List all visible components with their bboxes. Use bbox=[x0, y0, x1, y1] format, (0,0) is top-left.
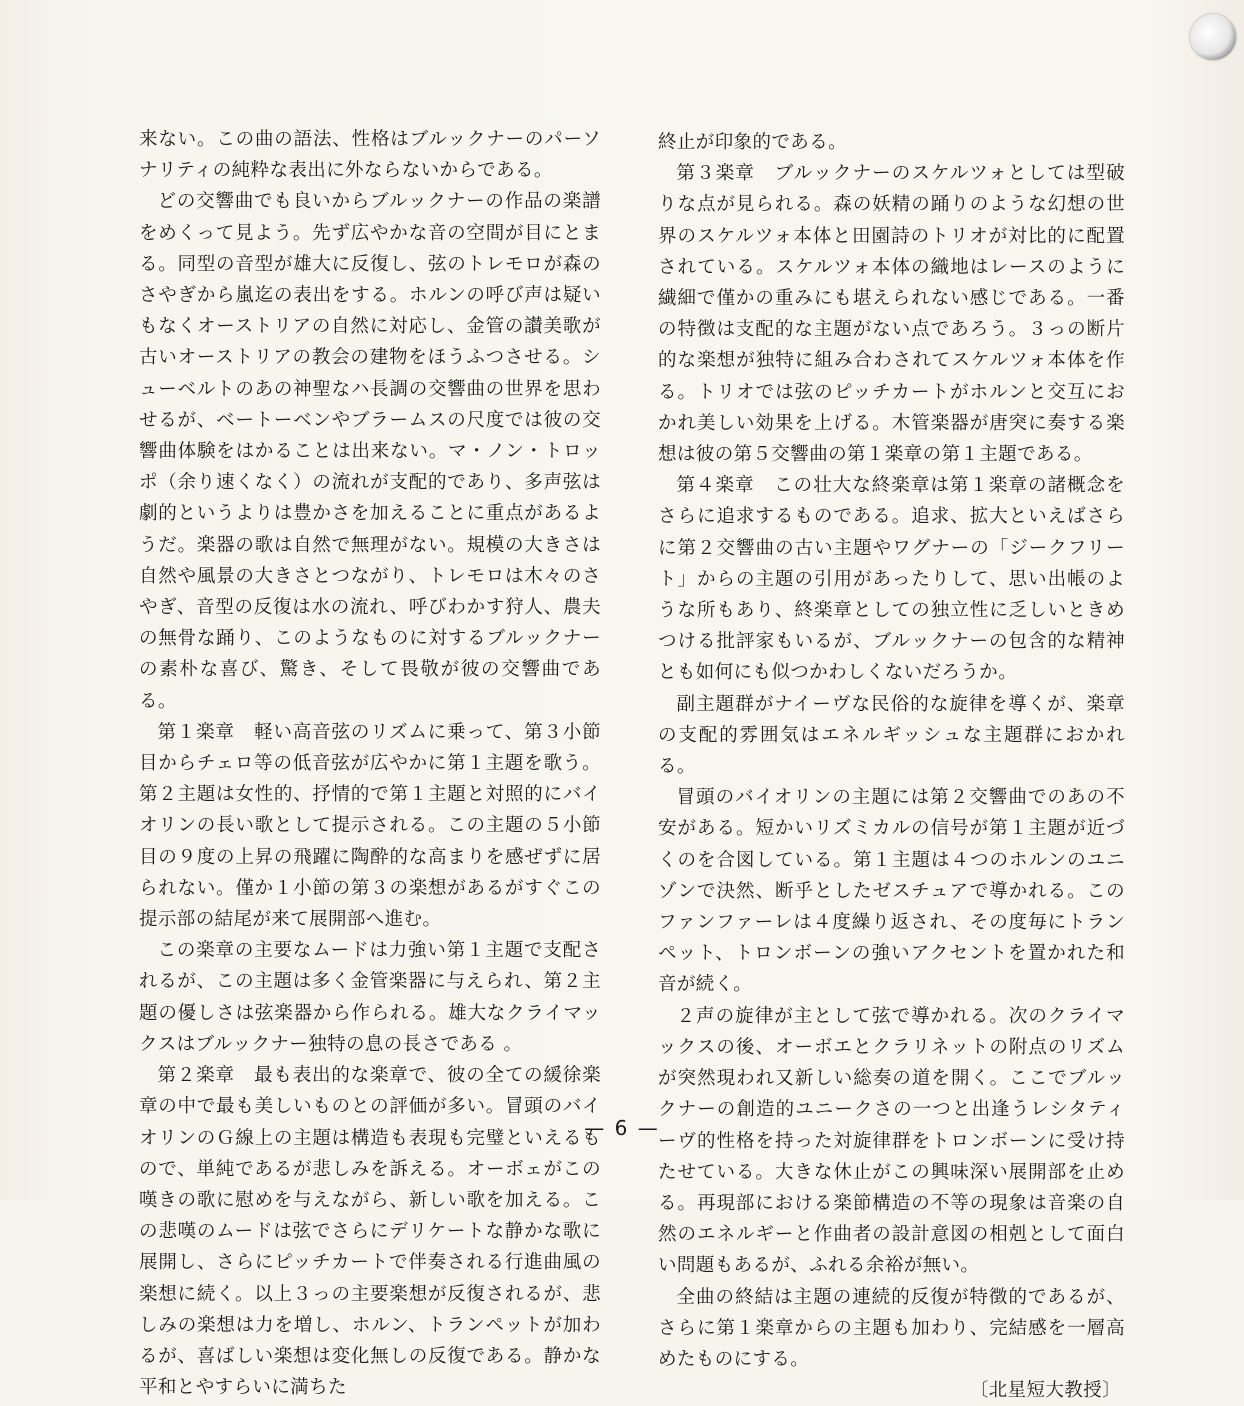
binding-hole bbox=[1190, 14, 1236, 60]
left-column bbox=[139, 124, 601, 1403]
paragraph: 副主題群がナイーヴな民俗的な旋律を導くが、楽章の支配的雰囲気はエネルギッシュな主題群におかれる。 bbox=[658, 693, 1125, 778]
paragraph: 第４楽章 この壮大な終楽章は第１楽章の諸概念をさらに追求するものである。追求、拡大といえばさらに第２交響曲の古い主題やワグナーの「ジークフリート」からの主題の引用があったりして、思い出帳のような所もあり、終楽章としての独立性に乏しいときめつける批評家もいるが、ブルックナーの包含的な精神とも如何にも似つかわしくないだろうか。 bbox=[658, 475, 1125, 684]
paragraph: どの交響曲でも良いからブルックナーの作品の楽譜をめくって見よう。先ず広やかな音の空間が目にとまる。同型の音型が雄大に反復し、弦のトレモロが森のさやぎから嵐迄の表出をする。ホルンの呼び声は疑いもなくオーストリアの自然に対応し、金管の讃美歌が古いオーストリアの教会の建物をほうふつさせる。シューベルトのあの神聖なハ長調の交響曲の世界を思わせるが、ベートーベンやブラームスの尺度では彼の交響曲体験をはかることは出来ない。マ・ノン・トロッポ（余り速くなく）の流れが支配的であり、多声弦は劇的というよりは豊かさを加えることに重点があるようだ。楽器の歌は自然で無理がない。規模の大きさは自然や風景の大きさとつながり、トレモロは木々のさやぎ、音型の反復は水の流れ、呼びわかす狩人、農夫の無骨な踊り、このようなものに対するブルックナーの素朴な喜び、驚き、そして畏敬が彼の交響曲である。 bbox=[139, 191, 601, 712]
paragraph: 冒頭のバイオリンの主題には第２交響曲でのあの不安がある。短かいリズミカルの信号が第１主題が近づくのを合図している。第１主題は４つのホルンのユニゾンで決然、断乎としたゼスチュアで導かれる。このファンファーレは４度繰り返され、その度毎にトランペット、トロンボーンの強いアクセントを置かれた和音が続く。 bbox=[658, 787, 1125, 996]
paragraph: 全曲の終結は主題の連続的反復が特徴的であるが、さらに第１楽章からの主題も加わり、完結感を一層高めたものにする。 bbox=[658, 1286, 1125, 1370]
paragraph: 終止が印象的である。 bbox=[658, 132, 848, 153]
paragraph: 第２楽章 最も表出的な楽章で、彼の全ての緩徐楽章の中で最も美しいものとの評価が多い。冒頭のバイオリンのＧ線上の主題は構造も表現も完璧といえるもので、単純であるが悲しみを訴える。オーボェがこの嘆きの歌に慰めを与えながら、新しい歌を加える。この悲嘆のムードは弦でさらにデリケートな静かな歌に展開し、さらにピッチカートで伴奏される行進曲風の楽想に続く。以上３っの主要楽想が反復されるが、悲しみの楽想は力を増し、ホルン、トランペットが加わるが、喜ばしい楽想は変化無しの反復である。静かな平和とやすらいに満ちた bbox=[139, 1065, 601, 1399]
right-column bbox=[658, 127, 1125, 1406]
author-affiliation: 〔北星短大教授〕 bbox=[969, 1380, 1121, 1402]
paragraph: 第１楽章 軽い高音弦のリズムに乗って、第３小節目からチェロ等の低音弦が広やかに第１主題を歌う。第２主題は女性的、抒情的で第１主題と対照的にバイオリンの長い歌として提示される。この主題の５小節目の９度の上昇の飛躍に陶酔的な高まりを感ぜずに居られない。僅か１小節の第３の楽想があるがすぐこの提示部の結尾が来て展開部へ進む。 bbox=[139, 721, 601, 931]
paragraph: 第３楽章 ブルックナーのスケルツォとしては型破りな点が見られる。森の妖精の踊りのような幻想の世界のスケルツォ本体と田園詩のトリオが対比的に配置されている。スケルツォ本体の織地はレースのように繊細で僅かの重みにも堪えられない感じである。一番の特徴は支配的な主題がない点であろう。３っの断片的な楽想が独特に組み合わされてスケルツォ本体を作る。トリオでは弦のピッチカートがホルンと交互におかれ美しい効果を上げる。木管楽器が唐突に奏する楽想は彼の第５交響曲の第１楽章の第１主題である。 bbox=[658, 163, 1125, 466]
page-number: — 6 — bbox=[584, 1116, 660, 1140]
paragraph: ２声の旋律が主として弦で導かれる。次のクライマックスの後、オーボエとクラリネットの附点のリズムが突然現われ又新しい総奏の道を開く。ここでブルックナーの創造的ユニークさの一つと出逢うレシタティーヴ的性格を持った対旋律群をトロンボーンに受け持たせている。大きな休止がこの興味深い展開部を止める。再現部における楽節構造の不等の現象は音楽の自然のエネルギーと作曲者の設計意図の相剋として面白い問題もあるが、ふれる余裕が無い。 bbox=[658, 1005, 1125, 1277]
paragraph: この楽章の主要なムードは力強い第１主題で支配されるが、この主題は多く金管楽器に与えられ、第２主題の優しさは弦楽器から作られる。雄大なクライマックスはブルックナー独特の息の長さである 。 bbox=[139, 940, 601, 1055]
paragraph: 来ない。この曲の語法、性格はブルックナーのパーソナリティの純粋な表出に外ならないからである。 bbox=[139, 129, 601, 182]
